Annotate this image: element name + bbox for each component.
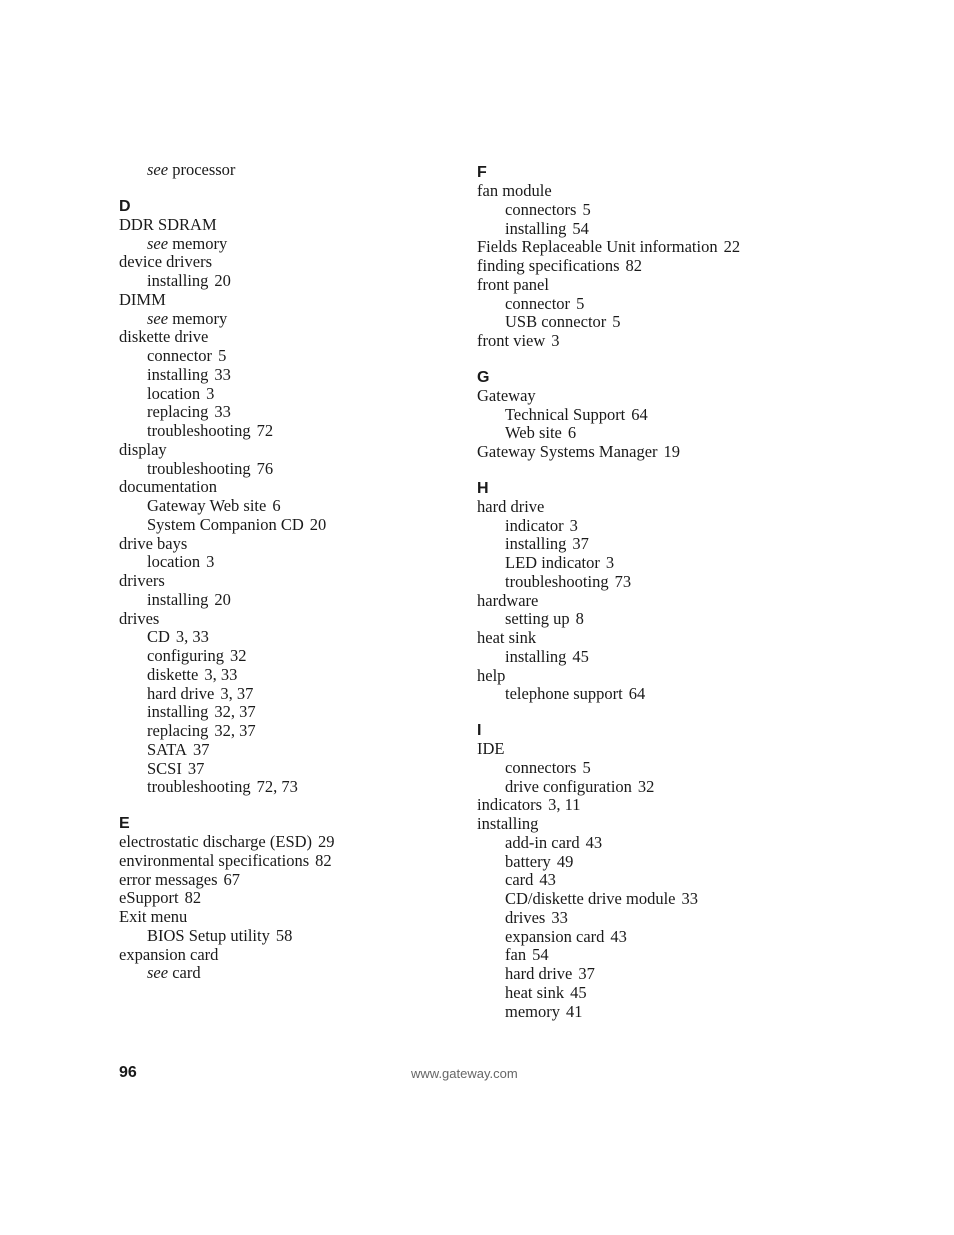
index-page-numbers: 43 xyxy=(539,870,556,890)
index-term: drivers xyxy=(119,571,165,590)
index-subentry xyxy=(477,853,837,872)
index-term: error messages xyxy=(119,869,218,889)
index-page-numbers: 32, 37 xyxy=(214,721,256,740)
index-term: processor xyxy=(172,160,236,179)
index-term: expansion card xyxy=(119,944,219,964)
index-term: System Companion CD xyxy=(147,514,304,534)
index-term: BIOS Setup utility xyxy=(147,925,270,945)
index-subentry xyxy=(119,385,449,404)
index-term: display xyxy=(119,439,167,459)
index-subentry xyxy=(477,220,837,239)
index-term: card xyxy=(505,870,534,890)
index-page-numbers: 32 xyxy=(637,776,655,796)
index-term: connectors xyxy=(505,757,577,777)
index-column-right xyxy=(477,161,837,1021)
index-term: installing xyxy=(147,589,209,609)
index-page-numbers: 3 xyxy=(605,553,615,572)
index-page-numbers: 43 xyxy=(585,832,603,852)
index-page-numbers: 73 xyxy=(614,571,632,591)
index-subentry xyxy=(119,497,449,516)
index-subentry xyxy=(477,965,837,984)
index-term: DDR SDRAM xyxy=(119,214,217,234)
index-entry xyxy=(477,387,837,406)
index-term: heat sink xyxy=(477,628,537,647)
index-term: configuring xyxy=(147,646,224,665)
index-term: drive bays xyxy=(119,533,188,553)
index-term: troubleshooting xyxy=(147,421,251,440)
index-subentry xyxy=(477,535,837,554)
index-page-numbers: 3, 37 xyxy=(220,683,254,703)
index-page-numbers: 54 xyxy=(532,945,549,965)
index-subentry xyxy=(477,928,837,947)
index-term: Technical Support xyxy=(505,404,626,424)
index-term: memory xyxy=(505,1001,560,1021)
index-entry xyxy=(119,253,449,272)
index-page-numbers: 19 xyxy=(663,442,681,461)
index-term: CD/diskette drive module xyxy=(505,889,676,908)
index-page-numbers: 3, 33 xyxy=(175,627,209,647)
index-page-numbers: 43 xyxy=(610,926,627,946)
index-page-numbers: 37 xyxy=(187,758,205,778)
index-subentry xyxy=(119,666,449,685)
index-term: Gateway Web site xyxy=(147,496,267,515)
index-subentry xyxy=(477,610,837,629)
index-page-numbers: 33 xyxy=(681,889,698,908)
index-subentry xyxy=(477,554,837,573)
index-subentry xyxy=(477,313,837,332)
index-term: replacing xyxy=(147,721,209,740)
index-term: Fields Replaceable Unit information xyxy=(477,237,718,257)
index-column-left xyxy=(119,161,449,983)
index-entry xyxy=(119,328,449,347)
index-entry xyxy=(119,852,449,871)
index-page-numbers: 8 xyxy=(575,609,584,629)
index-subentry xyxy=(119,235,449,254)
index-entry xyxy=(477,276,837,295)
index-entry xyxy=(477,257,837,276)
index-entry xyxy=(477,796,837,815)
index-page-numbers: 64 xyxy=(631,404,648,424)
index-term: hard drive xyxy=(505,964,573,983)
see-reference-label: see xyxy=(147,233,169,253)
index-subentry xyxy=(119,272,449,291)
index-subentry xyxy=(119,778,449,797)
index-entry xyxy=(477,443,837,462)
index-subentry xyxy=(119,722,449,741)
index-page-numbers: 20 xyxy=(214,589,231,609)
index-term: help xyxy=(477,665,506,685)
index-term: installing xyxy=(147,271,209,290)
index-subentry xyxy=(119,591,449,610)
index-page-numbers: 82 xyxy=(315,850,332,870)
index-subentry xyxy=(119,628,449,647)
index-entry xyxy=(119,610,449,629)
index-term: drives xyxy=(119,608,160,628)
index-term: hardware xyxy=(477,590,539,610)
index-subentry xyxy=(119,516,449,535)
index-term: heat sink xyxy=(505,982,565,1002)
index-page-numbers: 5 xyxy=(612,312,621,332)
index-term: CD xyxy=(147,627,170,647)
index-page-numbers: 5 xyxy=(582,757,591,777)
index-subentry xyxy=(119,366,449,385)
index-entry xyxy=(119,889,449,908)
index-subentry xyxy=(119,685,449,704)
index-subentry xyxy=(119,161,449,180)
index-page-numbers: 6 xyxy=(567,423,577,443)
index-term: indicators xyxy=(477,795,543,815)
index-entry xyxy=(119,833,449,852)
index-term: location xyxy=(147,552,201,572)
index-page-numbers: 3, 11 xyxy=(548,795,581,815)
index-letter-heading: E xyxy=(119,815,130,832)
index-subentry xyxy=(477,909,837,928)
index-subentry xyxy=(477,890,837,909)
index-subentry xyxy=(477,871,837,890)
index-subentry xyxy=(119,741,449,760)
index-term: installing xyxy=(505,218,567,238)
index-page-numbers: 33 xyxy=(214,402,231,422)
index-entry xyxy=(477,740,837,759)
index-term: hard drive xyxy=(147,683,215,703)
index-entry xyxy=(119,441,449,460)
index-term: telephone support xyxy=(505,684,623,704)
index-subentry xyxy=(477,946,837,965)
index-page-numbers: 6 xyxy=(272,496,281,515)
index-subentry xyxy=(477,573,837,592)
index-subentry xyxy=(119,403,449,422)
index-entry xyxy=(477,182,837,201)
see-reference-label: see xyxy=(147,308,169,328)
index-term: installing xyxy=(477,814,539,833)
index-page-numbers: 29 xyxy=(318,832,335,851)
index-term: LED indicator xyxy=(505,553,600,572)
index-page-numbers: 3 xyxy=(569,515,578,535)
index-subentry xyxy=(119,760,449,779)
index-subentry xyxy=(477,834,837,853)
index-subentry xyxy=(119,460,449,479)
index-term: drive configuration xyxy=(505,776,632,796)
index-letter-heading: F xyxy=(477,164,487,181)
index-entry xyxy=(119,535,449,554)
index-subentry xyxy=(477,406,837,425)
index-term: front view xyxy=(477,331,546,350)
index-letter-heading: G xyxy=(477,368,490,386)
index-term: replacing xyxy=(147,402,209,422)
index-subentry xyxy=(477,517,837,536)
index-page-numbers: 22 xyxy=(723,237,741,257)
index-term: memory xyxy=(172,308,228,328)
index-term: documentation xyxy=(119,477,218,497)
index-term: Gateway xyxy=(477,385,536,405)
index-term: Exit menu xyxy=(119,907,188,926)
index-page-numbers: 20 xyxy=(309,514,327,534)
index-term: add-in card xyxy=(505,832,580,852)
index-term: troubleshooting xyxy=(505,571,609,591)
index-page-numbers: 64 xyxy=(628,684,646,704)
index-subentry xyxy=(477,424,837,443)
index-entry xyxy=(119,946,449,965)
index-page-numbers: 82 xyxy=(184,888,202,908)
index-subentry xyxy=(119,964,449,983)
index-term: connector xyxy=(505,293,571,313)
index-term: Gateway Systems Manager xyxy=(477,442,658,461)
index-page-numbers: 72 xyxy=(256,421,274,440)
index-page-numbers: 3 xyxy=(551,331,560,350)
index-page-numbers: 45 xyxy=(570,982,587,1002)
index-page-numbers: 37 xyxy=(192,739,210,759)
index-page-numbers: 58 xyxy=(275,925,293,945)
index-page-numbers: 3 xyxy=(206,552,215,572)
index-entry xyxy=(477,592,837,611)
index-page-numbers: 33 xyxy=(214,364,231,384)
index-subentry xyxy=(119,310,449,329)
index-page-numbers: 32, 37 xyxy=(214,702,256,722)
index-letter-heading: I xyxy=(477,722,482,739)
index-subentry xyxy=(119,703,449,722)
index-term: fan xyxy=(505,945,527,965)
index-term: installing xyxy=(147,364,209,384)
index-page-numbers: 37 xyxy=(578,964,595,983)
index-subentry xyxy=(477,201,837,220)
index-term: memory xyxy=(172,233,228,253)
index-term: connector xyxy=(147,346,213,365)
index-term: installing xyxy=(505,534,567,554)
index-page-numbers: 32 xyxy=(229,646,247,665)
index-term: environmental specifications xyxy=(119,850,310,870)
index-entry xyxy=(119,478,449,497)
index-term: front panel xyxy=(477,274,549,294)
index-term: installing xyxy=(147,702,209,722)
index-entry xyxy=(119,572,449,591)
index-page-numbers: 5 xyxy=(218,346,227,365)
index-entry xyxy=(119,908,449,927)
index-entry xyxy=(477,667,837,686)
index-entry xyxy=(119,871,449,890)
index-page-numbers: 41 xyxy=(566,1001,583,1021)
index-entry xyxy=(477,238,837,257)
index-subentry xyxy=(477,759,837,778)
index-page-numbers: 54 xyxy=(572,218,589,238)
index-term: expansion card xyxy=(505,926,605,946)
index-term: IDE xyxy=(477,739,505,758)
index-term: connectors xyxy=(505,199,577,219)
index-subentry xyxy=(119,647,449,666)
index-subentry xyxy=(477,685,837,704)
index-entry xyxy=(119,291,449,310)
index-term: troubleshooting xyxy=(147,458,251,478)
index-page-numbers: 20 xyxy=(214,271,231,290)
index-term: DIMM xyxy=(119,289,166,309)
index-page-numbers: 67 xyxy=(223,869,241,889)
index-term: fan module xyxy=(477,181,552,200)
index-page-numbers: 49 xyxy=(556,851,574,871)
index-entry xyxy=(477,332,837,351)
index-page-numbers: 76 xyxy=(256,458,274,478)
index-page-numbers: 5 xyxy=(582,199,591,219)
index-letter-heading: H xyxy=(477,479,489,497)
index-term: drives xyxy=(505,907,546,927)
see-reference-label: see xyxy=(147,160,169,179)
index-page-numbers: 5 xyxy=(576,293,585,313)
index-term: electrostatic discharge (ESD) xyxy=(119,832,313,851)
index-term: device drivers xyxy=(119,252,212,272)
index-page-numbers: 45 xyxy=(572,646,589,666)
index-page-numbers: 37 xyxy=(572,534,589,554)
index-term: card xyxy=(172,963,201,983)
index-subentry xyxy=(477,295,837,314)
index-page-numbers: 3 xyxy=(206,383,215,403)
index-page-numbers: 3, 33 xyxy=(204,664,238,684)
index-term: USB connector xyxy=(505,312,607,332)
index-entry xyxy=(119,216,449,235)
index-entry xyxy=(477,498,837,517)
index-term: indicator xyxy=(505,515,564,535)
see-reference-label: see xyxy=(147,963,169,983)
page-number: 96 xyxy=(119,1064,137,1081)
index-subentry xyxy=(477,648,837,667)
index-term: hard drive xyxy=(477,496,545,516)
footer-url: www.gateway.com xyxy=(411,1066,518,1081)
index-term: setting up xyxy=(505,609,570,629)
index-term: eSupport xyxy=(119,888,179,908)
index-term: battery xyxy=(505,851,551,871)
index-subentry xyxy=(477,984,837,1003)
index-subentry xyxy=(477,1003,837,1022)
index-term: SATA xyxy=(147,739,187,759)
index-term: troubleshooting xyxy=(147,777,251,797)
index-entry xyxy=(477,815,837,834)
index-subentry xyxy=(119,927,449,946)
index-term: finding specifications xyxy=(477,256,620,275)
index-letter-heading: D xyxy=(119,197,131,215)
index-entry xyxy=(477,629,837,648)
index-subentry xyxy=(119,553,449,572)
index-term: diskette drive xyxy=(119,327,209,347)
index-term: SCSI xyxy=(147,758,182,778)
index-page-numbers: 82 xyxy=(625,256,643,275)
index-page-numbers: 33 xyxy=(551,907,568,927)
index-subentry xyxy=(477,778,837,797)
index-subentry xyxy=(119,347,449,366)
index-term: installing xyxy=(505,646,567,666)
index-subentry xyxy=(119,422,449,441)
index-term: diskette xyxy=(147,664,199,684)
index-term: Web site xyxy=(505,423,562,443)
index-page-numbers: 72, 73 xyxy=(256,777,298,797)
index-term: location xyxy=(147,383,201,403)
